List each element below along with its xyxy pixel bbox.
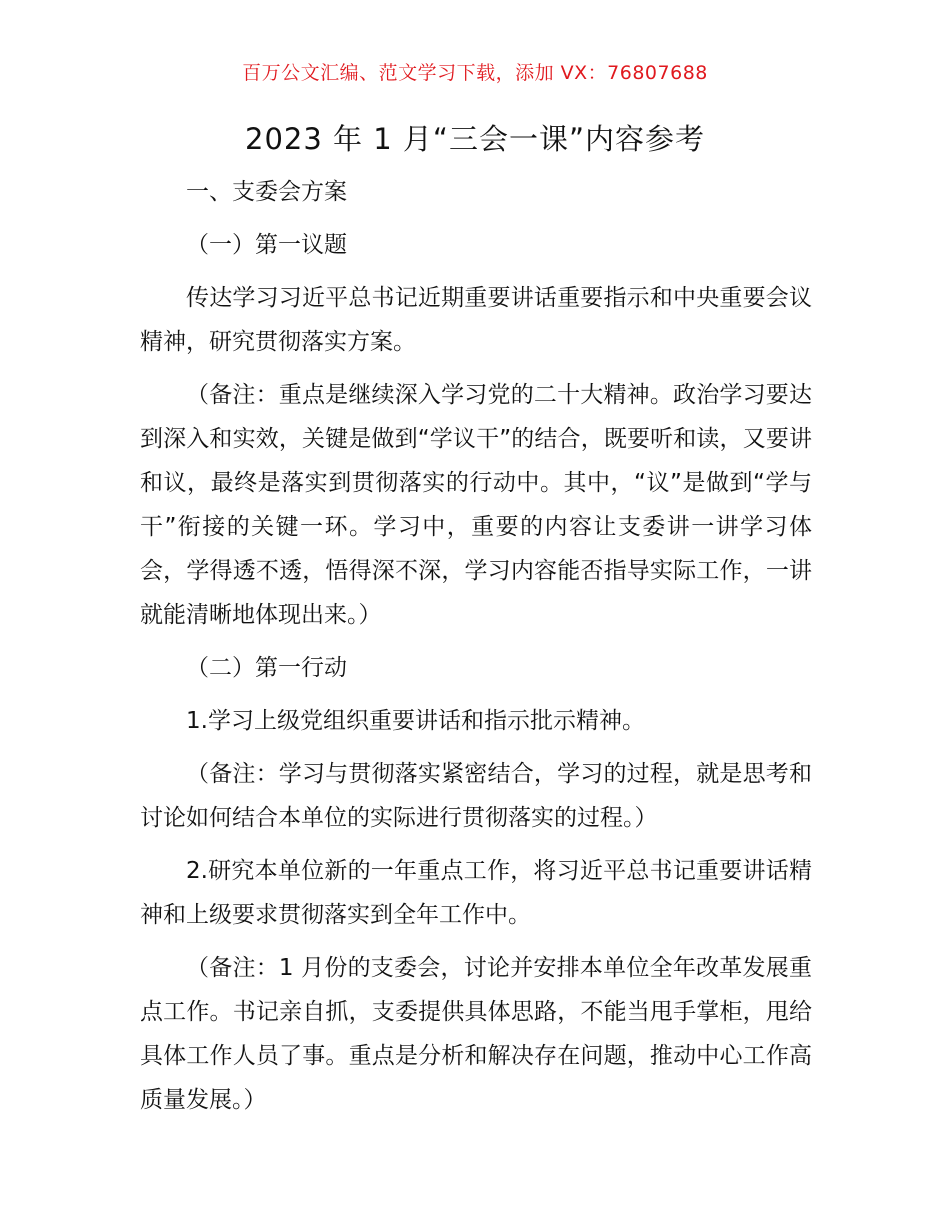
section-heading-branch-committee: 一、支委会方案: [186, 179, 347, 205]
note-first-topic: （备注：重点是继续深入学习党的二十大精神。政治学习要达到深入和实效，关键是做到“学议干”的结合，既要听和读，又要讲和议，最终是落实到贯彻落实的行动中。其中，“议”是做到“学与干”衔接的关键一环。学习中，重要的内容让支委讲一讲学习体会，学得透不透，悟得深不深，学习内容能否指导实际工作，一讲就能清晰地体现出来。）: [140, 382, 812, 628]
subsection-heading-first-action: （二）第一行动: [186, 655, 347, 681]
note-item-1: （备注：学习与贯彻落实紧密结合，学习的过程，就是思考和讨论如何结合本单位的实际进行贯彻落实的过程。）: [140, 761, 812, 831]
header-banner: 百万公文汇编、范文学习下载，添加 VX：76807688: [242, 62, 708, 84]
document-body: [140, 170, 812, 1122]
subsection-heading-first-topic: （一）第一议题: [186, 232, 347, 258]
list-item-2: 2.研究本单位新的一年重点工作，将习近平总书记重要讲话精神和上级要求贯彻落实到全年工作中。: [140, 858, 812, 928]
list-item-1: 1.学习上级党组织重要讲话和指示批示精神。: [186, 708, 645, 734]
paragraph-first-topic: 传达学习习近平总书记近期重要讲话重要指示和中央重要会议精神，研究贯彻落实方案。: [140, 285, 812, 355]
document-title: 2023 年 1 月“三会一课”内容参考: [245, 122, 705, 156]
note-item-2: （备注：1 月份的支委会，讨论并安排本单位全年改革发展重点工作。书记亲自抓，支委提供具体思路，不能当甩手掌柜，甩给具体工作人员了事。重点是分析和解决存在问题，推动中心工作高质量发展。）: [140, 955, 812, 1113]
